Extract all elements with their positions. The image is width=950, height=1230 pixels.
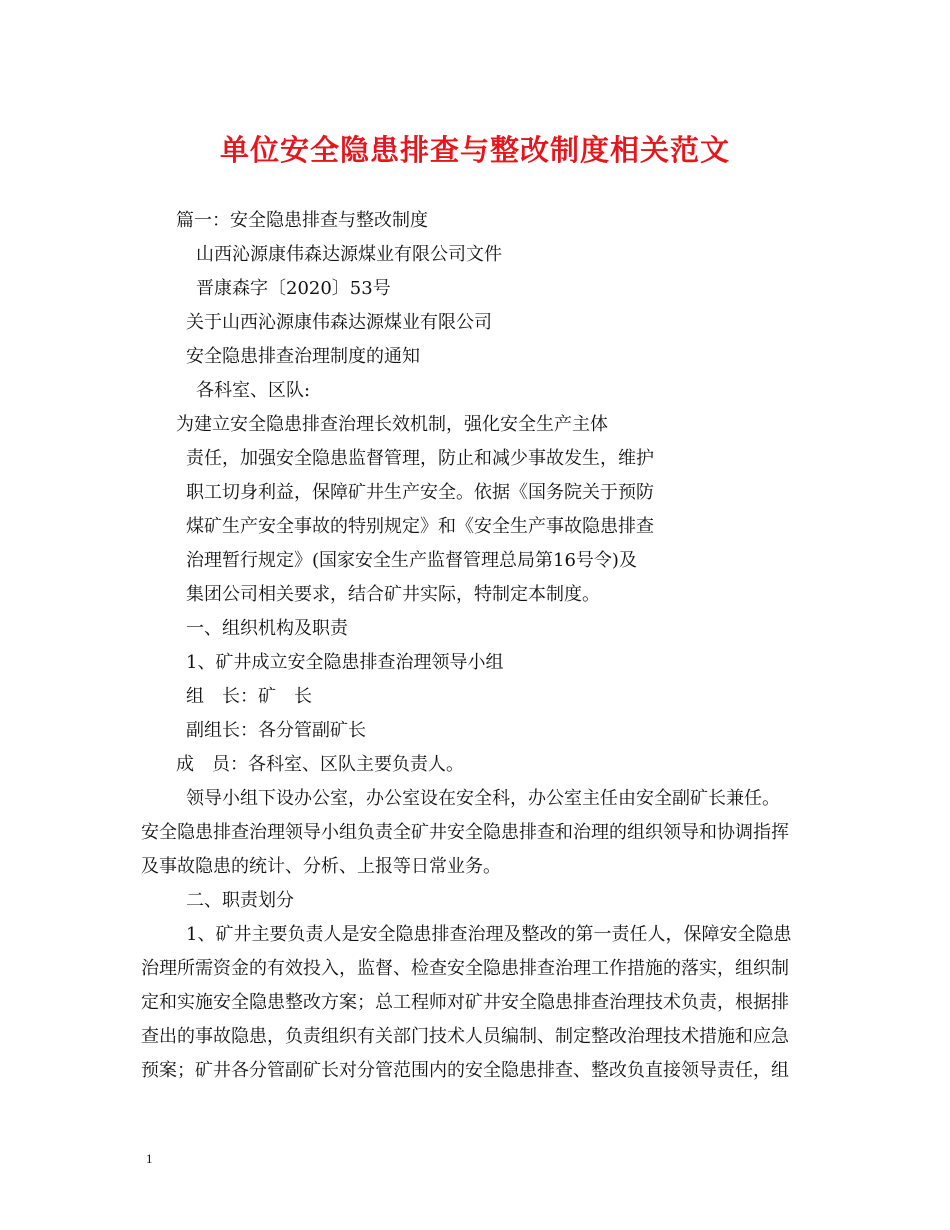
paragraph-line: 治理暂行规定》(国家安全生产监督管理总局第16号令)及 [186, 550, 637, 571]
paragraph-line: 煤矿生产安全事故的特别规定》和《安全生产事故隐患排查 [186, 516, 654, 537]
line-recipients: 各科室、区队: [196, 380, 311, 401]
section-heading-duties: 二、职责划分 [186, 890, 294, 911]
list-item: 1、矿井成立安全隐患排查治理领导小组 [186, 652, 504, 673]
paragraph-line: 安全隐患排查治理领导小组负责全矿井安全隐患排查和治理的组织领导和协调指挥 [141, 822, 789, 843]
paragraph-line: 查出的事故隐患，负责组织有关部门技术人员编制、制定整改治理技术措施和应急 [141, 1026, 789, 1047]
paragraph-line: 预案；矿井各分管副矿长对分管范围内的安全隐患排查、整改负直接领导责任，组 [141, 1060, 789, 1081]
paragraph-line: 定和实施安全隐患整改方案；总工程师对矿井安全隐患排查治理技术负责，根据排 [141, 992, 789, 1013]
paragraph-line: 为建立安全隐患排查治理长效机制，强化安全生产主体 [176, 414, 608, 435]
list-item: 副组长：各分管副矿长 [186, 720, 366, 741]
paragraph-line: 及事故隐患的统计、分析、上报等日常业务。 [141, 856, 501, 877]
paragraph-line: 责任，加强安全隐患监督管理，防止和减少事故发生，维护 [186, 448, 654, 469]
list-item: 组 长：矿 长 [186, 686, 312, 707]
line-company-doc: 山西沁源康伟森达源煤业有限公司文件 [196, 244, 502, 265]
page-number: 1 [146, 1151, 153, 1166]
line-notice-title-1: 关于山西沁源康伟森达源煤业有限公司 [186, 312, 492, 333]
line-doc-number: 晋康森字〔2020〕53号 [196, 278, 391, 299]
line-section-heading: 篇一：安全隐患排查与整改制度 [176, 210, 428, 231]
list-item: 成 员：各科室、区队主要负责人。 [176, 754, 464, 775]
paragraph-line: 治理所需资金的有效投入，监督、检查安全隐患排查治理工作措施的落实，组织制 [141, 958, 789, 979]
paragraph-line: 领导小组下设办公室，办公室设在安全科，办公室主任由安全副矿长兼任。 [186, 788, 780, 809]
paragraph-line: 1、矿井主要负责人是安全隐患排查治理及整改的第一责任人，保障安全隐患 [186, 924, 792, 945]
line-notice-title-2: 安全隐患排查治理制度的通知 [186, 346, 420, 367]
section-heading-organization: 一、组织机构及职责 [186, 618, 348, 639]
paragraph-line: 职工切身利益，保障矿井生产安全。依据《国务院关于预防 [186, 482, 654, 503]
page-title: 单位安全隐患排查与整改制度相关范文 [219, 133, 730, 167]
paragraph-line: 集团公司相关要求，结合矿井实际，特制定本制度。 [186, 584, 600, 605]
